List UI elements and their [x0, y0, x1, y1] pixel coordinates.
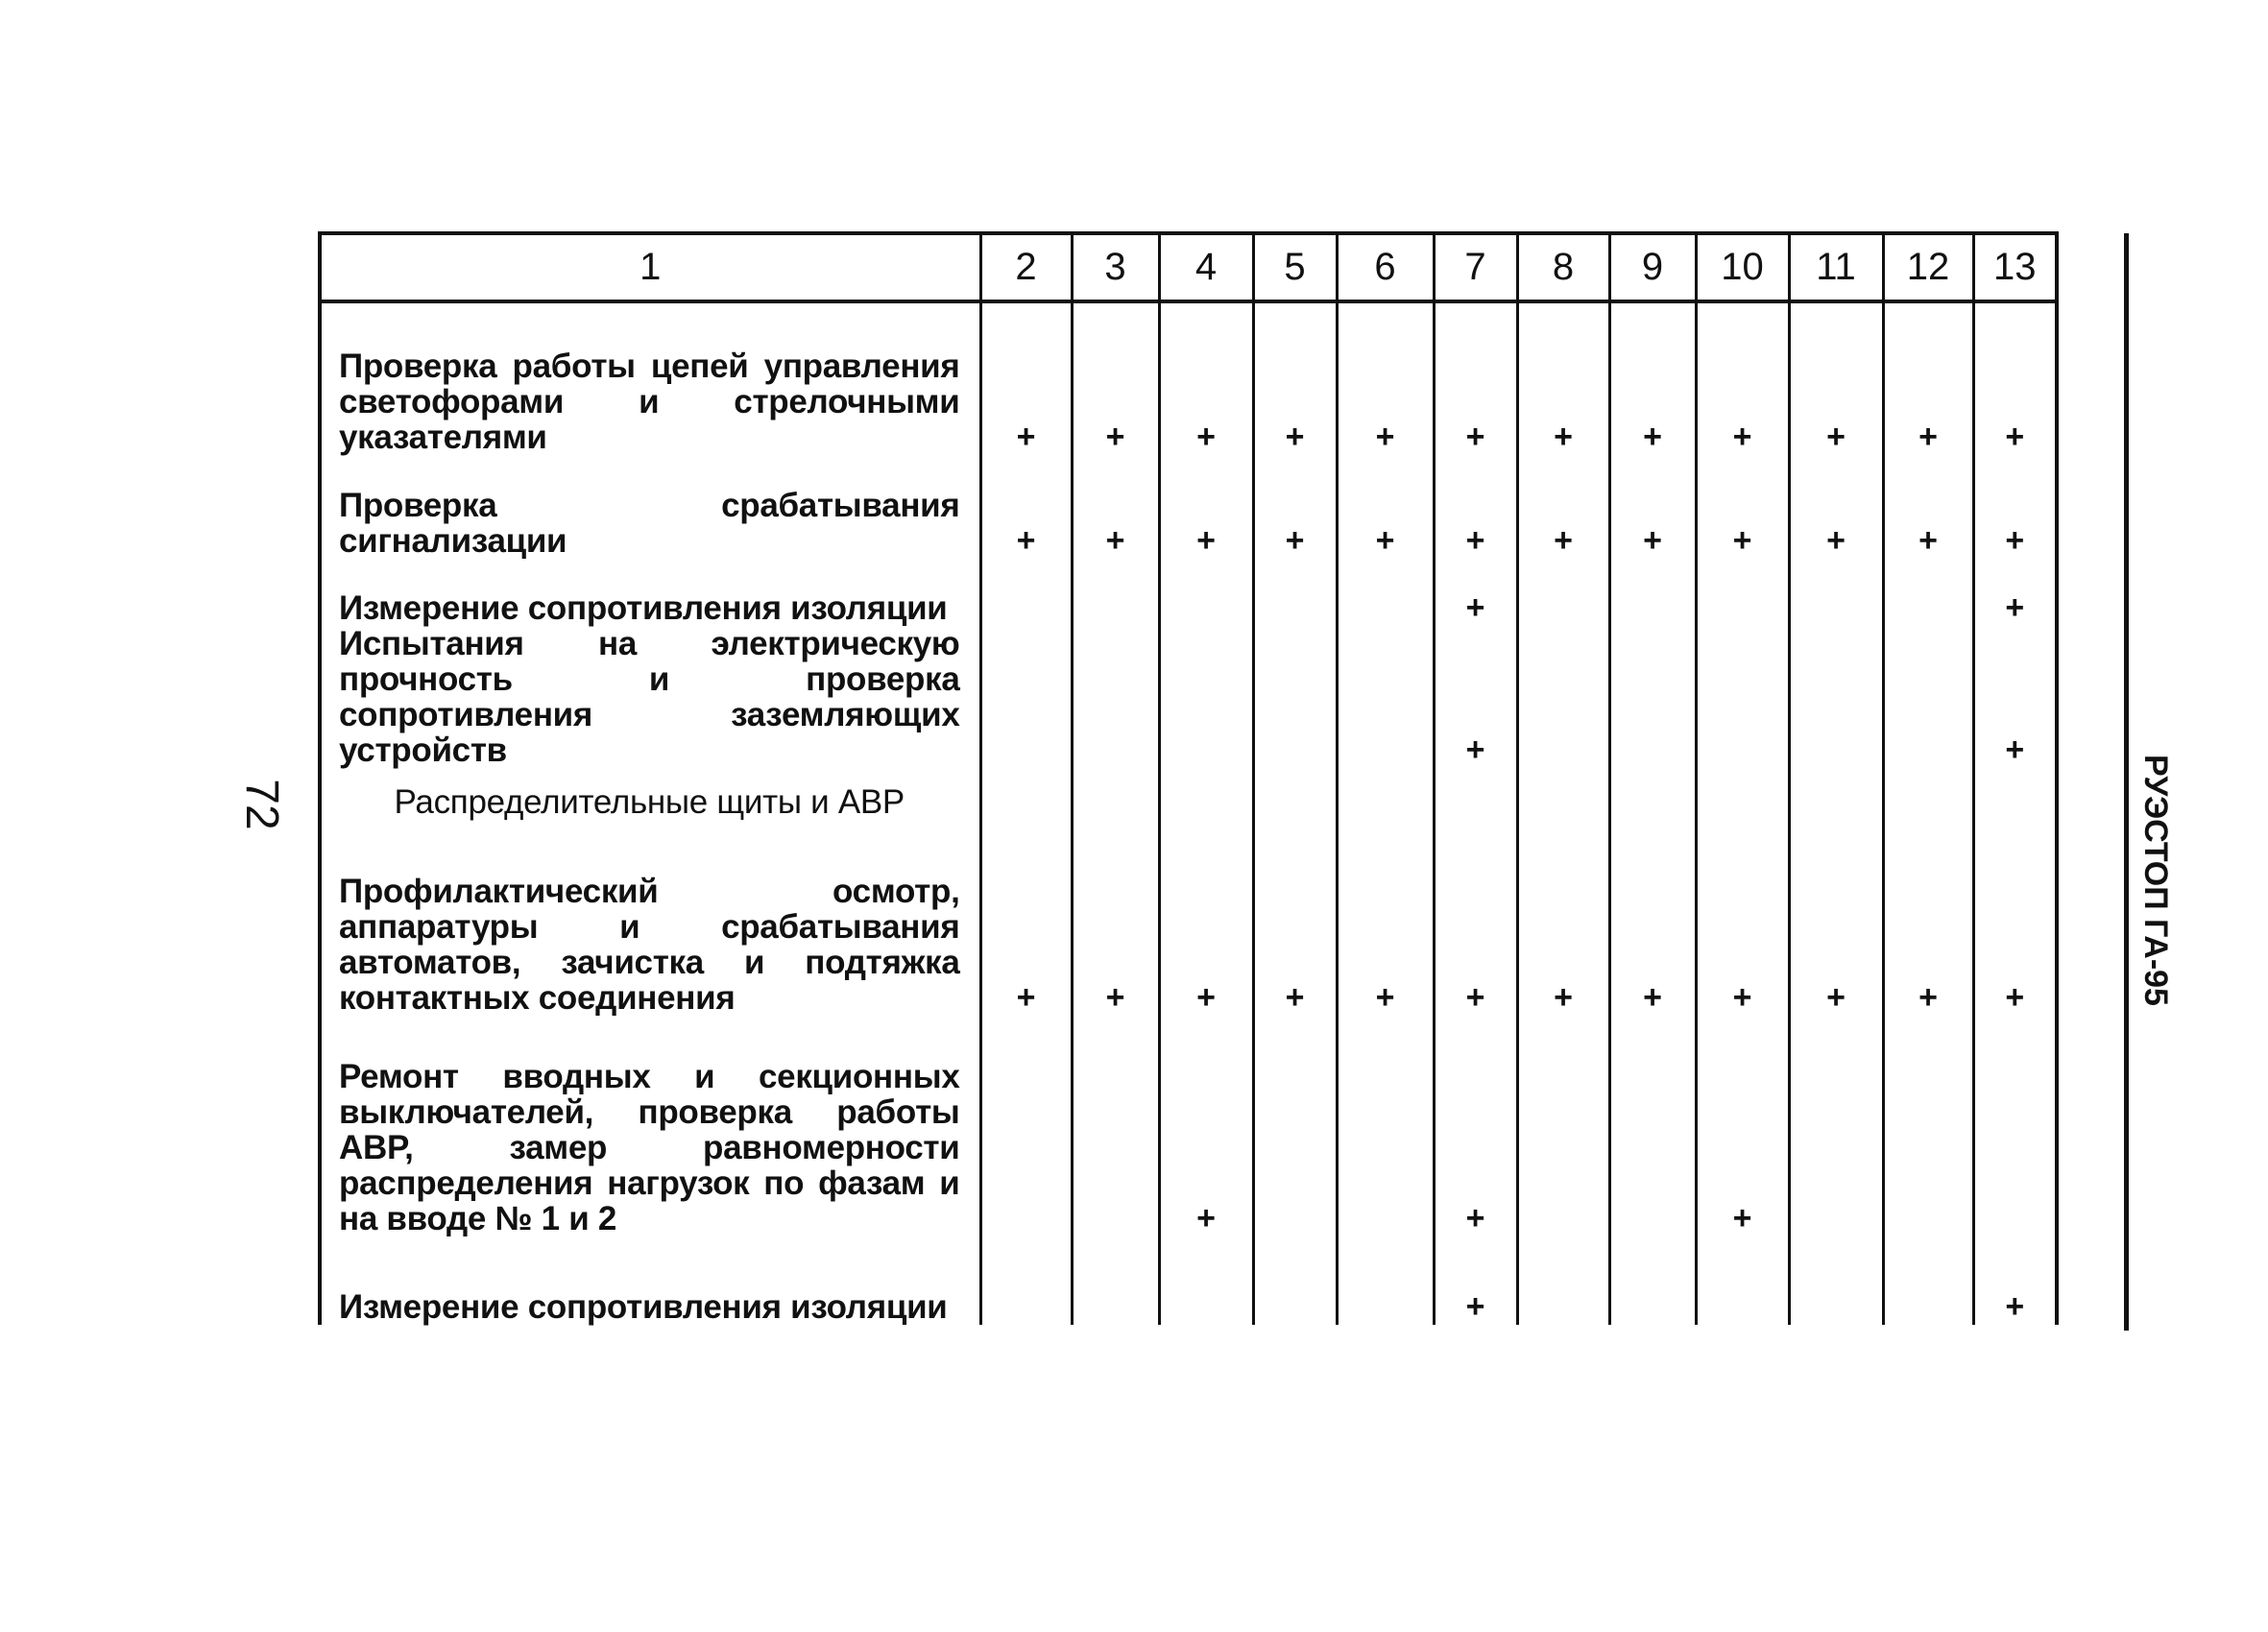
mark-cell: + — [1517, 455, 1609, 559]
mark-cell: + — [1973, 301, 2057, 455]
mark-cell: + — [1517, 301, 1609, 455]
column-header-12: 12 — [1883, 233, 1973, 301]
column-header-4: 4 — [1159, 233, 1253, 301]
mark-cell: + — [1159, 1016, 1253, 1236]
mark-cell: + — [1517, 835, 1609, 1016]
mark-cell — [1253, 559, 1337, 626]
mark-cell — [1883, 768, 1973, 835]
mark-cell — [1883, 1236, 1973, 1325]
maintenance-table — [318, 231, 2059, 1325]
mark-cell — [1517, 1236, 1609, 1325]
mark-cell: + — [1434, 301, 1517, 455]
mark-cell: + — [1434, 835, 1517, 1016]
work-description: Проверка работы цепей управления светофорами и стрелочными указателями — [320, 301, 980, 455]
mark-cell: + — [1434, 626, 1517, 768]
mark-cell: + — [1337, 455, 1434, 559]
mark-cell: + — [980, 835, 1072, 1016]
mark-cell — [1789, 626, 1883, 768]
mark-cell: + — [1159, 835, 1253, 1016]
mark-cell: + — [1434, 1236, 1517, 1325]
work-description: Профилактический осмотр, аппаратуры и срабатывания автоматов, зачистка и подтяжка контактных соединения — [320, 835, 980, 1016]
mark-cell: + — [1696, 835, 1789, 1016]
mark-cell — [980, 1236, 1072, 1325]
mark-cell: + — [1609, 301, 1696, 455]
mark-cell — [1789, 1016, 1883, 1236]
header-row — [320, 233, 2057, 301]
mark-cell — [1337, 559, 1434, 626]
mark-cell: + — [1072, 455, 1159, 559]
mark-cell: + — [1883, 835, 1973, 1016]
mark-cell — [1253, 1016, 1337, 1236]
mark-cell: + — [1434, 1016, 1517, 1236]
table-row — [320, 835, 2057, 1016]
mark-cell — [980, 1016, 1072, 1236]
mark-cell: + — [980, 455, 1072, 559]
table-row — [320, 455, 2057, 559]
column-header-1: 1 — [320, 233, 980, 301]
work-description: Измерение сопротивления изоляции — [320, 1236, 980, 1325]
mark-cell — [1337, 626, 1434, 768]
mark-cell: + — [1253, 301, 1337, 455]
mark-cell: + — [1159, 455, 1253, 559]
mark-cell — [1973, 1016, 2057, 1236]
mark-cell: + — [1609, 455, 1696, 559]
mark-cell — [1434, 768, 1517, 835]
work-description: Проверка срабатывания сигнализации — [320, 455, 980, 559]
work-description: Испытания на электрическую прочность и проверка сопротивления заземляющих устройств — [320, 626, 980, 768]
mark-cell — [1789, 768, 1883, 835]
mark-cell: + — [1883, 301, 1973, 455]
mark-cell: + — [1337, 835, 1434, 1016]
mark-cell — [1337, 768, 1434, 835]
mark-cell — [1517, 1016, 1609, 1236]
mark-cell — [1609, 768, 1696, 835]
mark-cell — [1789, 1236, 1883, 1325]
table-row — [320, 1236, 2057, 1325]
mark-cell: + — [1159, 301, 1253, 455]
mark-cell: + — [1434, 455, 1517, 559]
column-header-3: 3 — [1072, 233, 1159, 301]
mark-cell — [1159, 559, 1253, 626]
mark-cell — [1789, 559, 1883, 626]
page-number: 72 — [236, 779, 287, 830]
column-header-10: 10 — [1696, 233, 1789, 301]
mark-cell — [1696, 768, 1789, 835]
mark-cell — [1072, 768, 1159, 835]
section-title: Распределительные щиты и АВР — [320, 768, 980, 835]
mark-cell: + — [1973, 626, 2057, 768]
column-header-2: 2 — [980, 233, 1072, 301]
column-header-7: 7 — [1434, 233, 1517, 301]
mark-cell — [1253, 626, 1337, 768]
table-row — [320, 301, 2057, 455]
mark-cell: + — [1789, 301, 1883, 455]
work-description: Ремонт вводных и секционных выключателей, проверка работы АВР, замер равномерности распределения нагрузок по фазам и на вводе № 1 и 2 — [320, 1016, 980, 1236]
table-row — [320, 1016, 2057, 1236]
mark-cell — [1337, 1016, 1434, 1236]
mark-cell — [1253, 768, 1337, 835]
mark-cell — [980, 626, 1072, 768]
mark-cell: + — [980, 301, 1072, 455]
table-row — [320, 626, 2057, 768]
mark-cell — [1072, 1016, 1159, 1236]
mark-cell — [1337, 1236, 1434, 1325]
mark-cell — [1609, 1016, 1696, 1236]
mark-cell — [1159, 1236, 1253, 1325]
mark-cell: + — [1696, 301, 1789, 455]
mark-cell: + — [1253, 835, 1337, 1016]
column-header-6: 6 — [1337, 233, 1434, 301]
column-header-8: 8 — [1517, 233, 1609, 301]
mark-cell — [1609, 626, 1696, 768]
mark-cell — [1609, 1236, 1696, 1325]
mark-cell — [1609, 559, 1696, 626]
mark-cell: + — [1973, 1236, 2057, 1325]
mark-cell: + — [1789, 455, 1883, 559]
work-description: Измерение сопротивления изоляции — [320, 559, 980, 626]
mark-cell — [1072, 559, 1159, 626]
mark-cell — [1696, 1236, 1789, 1325]
mark-cell: + — [1973, 559, 2057, 626]
mark-cell — [1517, 559, 1609, 626]
mark-cell — [1883, 1016, 1973, 1236]
mark-cell: + — [1253, 455, 1337, 559]
mark-cell: + — [1337, 301, 1434, 455]
column-header-9: 9 — [1609, 233, 1696, 301]
mark-cell — [1159, 626, 1253, 768]
document-code: РУЭСТОП ГА-95 — [2137, 755, 2174, 1006]
mark-cell — [1159, 768, 1253, 835]
mark-cell — [1973, 768, 2057, 835]
mark-cell — [980, 559, 1072, 626]
margin-rule — [2124, 233, 2129, 1331]
mark-cell — [1883, 559, 1973, 626]
mark-cell: + — [1072, 835, 1159, 1016]
mark-cell — [1696, 626, 1789, 768]
section-row — [320, 768, 2057, 835]
column-header-11: 11 — [1789, 233, 1883, 301]
mark-cell — [1883, 626, 1973, 768]
mark-cell — [1072, 1236, 1159, 1325]
mark-cell — [980, 768, 1072, 835]
mark-cell: + — [1609, 835, 1696, 1016]
mark-cell — [1253, 1236, 1337, 1325]
mark-cell: + — [1789, 835, 1883, 1016]
mark-cell: + — [1434, 559, 1517, 626]
column-header-5: 5 — [1253, 233, 1337, 301]
mark-cell: + — [1883, 455, 1973, 559]
mark-cell — [1517, 626, 1609, 768]
mark-cell: + — [1696, 455, 1789, 559]
column-header-13: 13 — [1973, 233, 2057, 301]
mark-cell: + — [1696, 1016, 1789, 1236]
mark-cell — [1072, 626, 1159, 768]
mark-cell: + — [1973, 835, 2057, 1016]
mark-cell — [1696, 559, 1789, 626]
mark-cell: + — [1973, 455, 2057, 559]
mark-cell: + — [1072, 301, 1159, 455]
table-row — [320, 559, 2057, 626]
mark-cell — [1517, 768, 1609, 835]
